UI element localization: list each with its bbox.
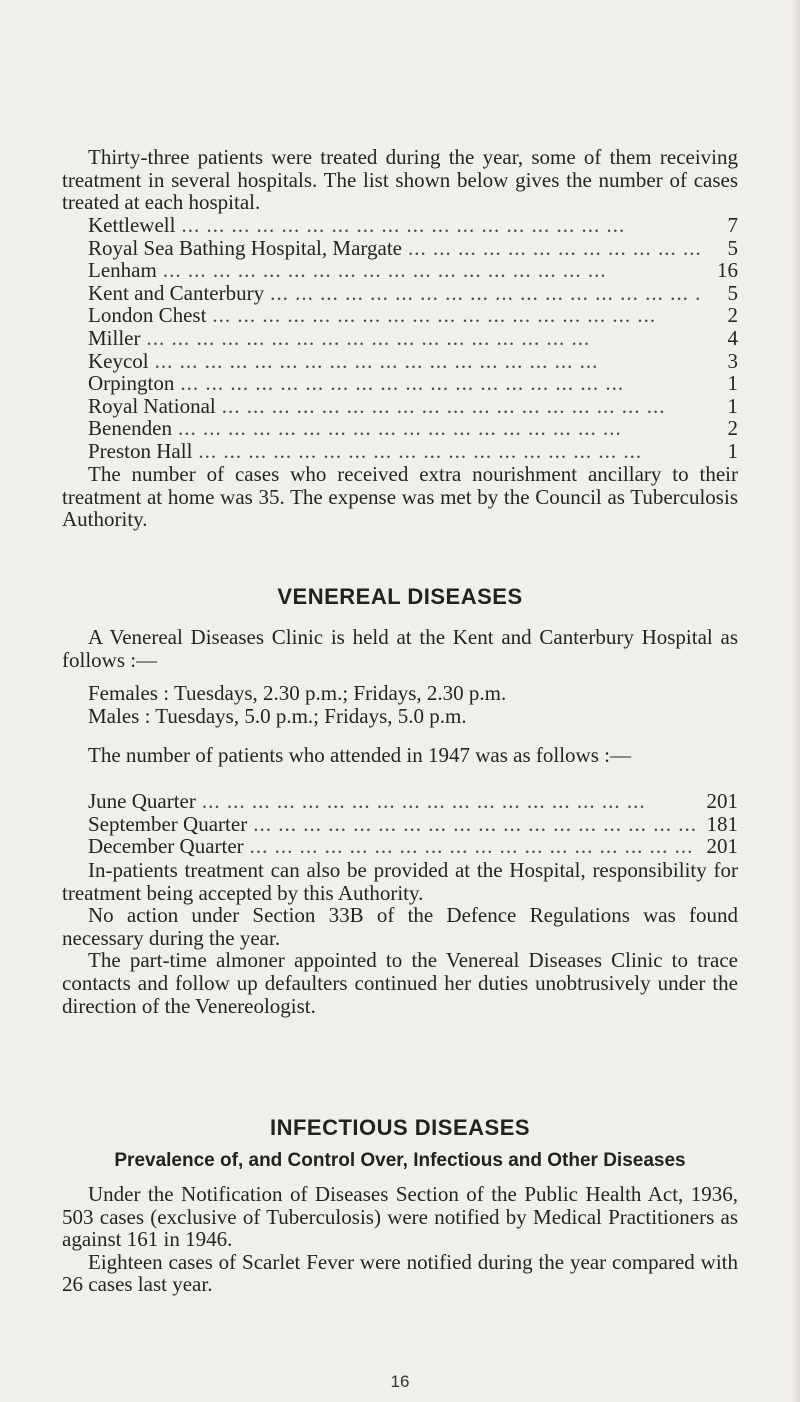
leader-dots bbox=[216, 395, 702, 418]
quarter-count: 181 bbox=[706, 811, 738, 836]
infectious-section bbox=[62, 1183, 738, 1296]
leader-dots bbox=[149, 350, 702, 373]
hospital-count: 1 bbox=[727, 371, 738, 396]
leader-dots bbox=[141, 327, 703, 350]
leader-dots bbox=[196, 790, 702, 813]
hospital-row bbox=[62, 304, 738, 327]
leader-dots bbox=[172, 417, 702, 440]
no-action-paragraph: No action under Section 33B of the Defence Regulations was found necessary during the year. bbox=[62, 903, 738, 950]
females-schedule: Females : Tuesdays, 2.30 p.m.; Fridays, 2.30 p.m. bbox=[88, 681, 507, 705]
leader-dots bbox=[157, 259, 702, 282]
hospital-count: 16 bbox=[717, 258, 738, 283]
venereal-heading-wrap bbox=[62, 584, 738, 610]
hospital-name: London Chest bbox=[88, 303, 207, 328]
quarter-name: June Quarter bbox=[88, 789, 196, 813]
males-schedule: Males : Tuesdays, 5.0 p.m.; Fridays, 5.0 p.m. bbox=[88, 703, 467, 728]
quarter-name: December Quarter bbox=[88, 834, 244, 859]
leader-dots bbox=[247, 813, 702, 836]
venereal-section bbox=[62, 626, 738, 671]
quarter-name: September Quarter bbox=[88, 811, 248, 836]
hospital-name: Kent and Canterbury bbox=[88, 280, 265, 305]
venereal-heading: VENEREAL DISEASES bbox=[277, 584, 523, 609]
tb-intro-paragraph: Thirty-three patients were treated during the year, some of them receiving treatment in several hospitals. The list shown below gives the number of cases treated at each hospital. bbox=[62, 145, 738, 215]
leader-dots bbox=[175, 214, 702, 237]
leader-dots bbox=[402, 237, 702, 260]
hospital-row bbox=[62, 259, 738, 282]
hospital-count: 2 bbox=[727, 416, 738, 441]
notification-paragraph: Under the Notification of Diseases Section of the Public Health Act, 1936, 503 cases (exclusive of Tuberculosis) were notified by Medical Practitioners as against 161 in 1946. bbox=[62, 1182, 738, 1252]
page-number: 16 bbox=[390, 1372, 410, 1391]
quarter-row bbox=[62, 835, 738, 858]
inpatients-paragraph: In-patients treatment can also be provided at the Hospital, responsibility for treatment being accepted by this Authority. bbox=[62, 858, 738, 905]
hospital-row bbox=[62, 282, 738, 305]
hospital-row bbox=[62, 395, 738, 418]
infectious-heading-wrap bbox=[62, 1115, 738, 1141]
hospital-list bbox=[62, 214, 738, 463]
hospital-count: 1 bbox=[727, 438, 738, 463]
hospital-name: Preston Hall bbox=[88, 438, 193, 463]
hospital-row bbox=[62, 327, 738, 350]
leader-dots bbox=[244, 835, 702, 858]
hospital-count: 7 bbox=[727, 213, 738, 237]
leader-dots bbox=[174, 372, 702, 395]
hospital-name: Royal National bbox=[88, 393, 216, 418]
infectious-subheading: Prevalence of, and Control Over, Infectious and Other Diseases bbox=[114, 1150, 686, 1171]
quarter-row bbox=[62, 813, 738, 836]
hospital-name: Keycol bbox=[88, 348, 149, 373]
infectious-heading: INFECTIOUS DISEASES bbox=[269, 1115, 531, 1140]
clinic-paragraph: A Venereal Diseases Clinic is held at the Kent and Canterbury Hospital as follows :— bbox=[62, 625, 738, 672]
hospital-row bbox=[62, 350, 738, 373]
hospital-count: 1 bbox=[727, 393, 738, 418]
venereal-notes bbox=[62, 859, 738, 1017]
tb-section bbox=[62, 146, 738, 214]
quarter-list bbox=[62, 790, 738, 858]
hospital-row bbox=[62, 372, 738, 395]
nourishment-paragraph: The number of cases who received extra nourishment ancillary to their treatment at home was 35. The expense was met by the Council as Tuberculosis Authority. bbox=[62, 462, 738, 532]
hospital-count: 3 bbox=[727, 348, 738, 373]
quarter-row bbox=[62, 790, 738, 813]
clinic-schedule bbox=[62, 682, 738, 727]
almoner-paragraph: The part-time almoner appointed to the Venereal Diseases Clinic to trace contacts and follow up defaulters continued her duties unobtrusively under the direction of the Venereologist. bbox=[62, 948, 738, 1018]
quarter-count: 201 bbox=[706, 834, 738, 859]
hospital-row bbox=[62, 214, 738, 237]
hospital-count: 5 bbox=[727, 235, 738, 260]
hospital-count: 4 bbox=[727, 325, 738, 350]
hospital-row bbox=[62, 440, 738, 463]
hospital-count: 5 bbox=[727, 280, 738, 305]
hospital-name: Benenden bbox=[88, 416, 172, 441]
hospital-row bbox=[62, 417, 738, 440]
hospital-row bbox=[62, 237, 738, 260]
hospital-name: Lenham bbox=[88, 258, 157, 283]
attendance-section bbox=[62, 744, 738, 767]
hospital-name: Kettlewell bbox=[88, 213, 176, 237]
quarter-count: 201 bbox=[706, 789, 738, 813]
leader-dots bbox=[192, 440, 702, 463]
leader-dots bbox=[206, 304, 702, 327]
hospital-name: Royal Sea Bathing Hospital, Margate bbox=[88, 235, 402, 260]
hospital-name: Miller bbox=[88, 325, 141, 350]
hospital-count: 2 bbox=[727, 303, 738, 328]
page-edge-shadow bbox=[790, 0, 800, 1402]
leader-dots bbox=[264, 282, 702, 305]
scarlet-fever-paragraph: Eighteen cases of Scarlet Fever were notified during the year compared with 26 cases last year. bbox=[62, 1249, 738, 1297]
hospital-name: Orpington bbox=[88, 371, 175, 396]
infectious-subheading-wrap bbox=[62, 1150, 738, 1172]
attended-paragraph: The number of patients who attended in 1947 was as follows :— bbox=[88, 743, 631, 767]
nourishment-section bbox=[62, 463, 738, 531]
